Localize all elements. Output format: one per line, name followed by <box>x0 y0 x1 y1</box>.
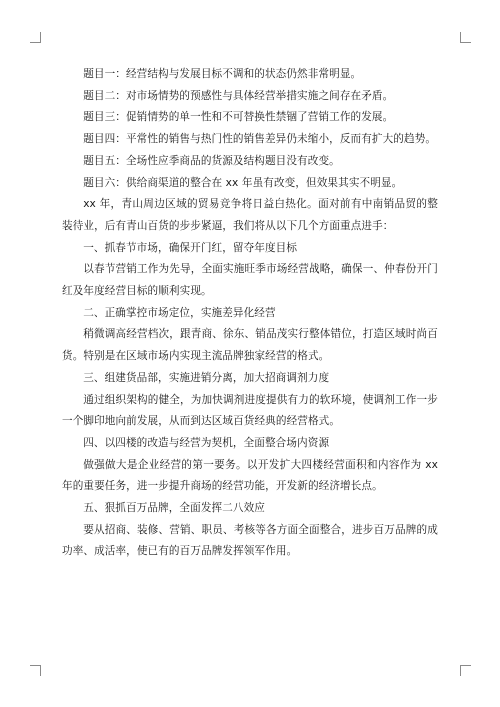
section-2-heading: 二、正确掌控市场定位，实施差异化经营 <box>83 306 276 319</box>
intro-paragraph: xx 年，青山周边区域的贸易竞争将日益白热化。面对前有中南销品贸的整装待业，后有青山百货的步步紧逼，我们将从以下几个方面重点进手： <box>62 198 438 232</box>
section-4-heading: 四、以四楼的改造与经营为契机，全面整合场内资源 <box>83 436 330 449</box>
issue-5: 题目五：全场性应季商品的货源及结构题目没有改变。 <box>83 154 340 167</box>
section-1-body: 以春节营销工作为先导，全面实施旺季市场经营战略，确保一、仲春份开门红及年度经营目标的顺利实现。 <box>62 263 438 298</box>
issue-1: 题目一：经营结构与发展目标不调和的状态仍然非常明显。 <box>83 68 362 80</box>
section-1-heading: 一、抓春节市场，确保开门红，留夺年度目标 <box>83 241 298 254</box>
section-5-heading: 五、狠抓百万品牌，全面发挥二八效应 <box>83 502 265 515</box>
section-4-body: 做强做大是企业经营的第一要务。以开发扩大四楼经营面积和内容作为 xx 年的重要任务，进一步提升商场的经营功能，开发新的经济增长点。 <box>62 458 438 493</box>
issue-4: 题目四：平常性的销售与热门性的销售差异仍未缩小，反而有扩大的趋势。 <box>83 133 437 146</box>
section-3-heading: 三、组建货品部，实施进销分离，加大招商调剂力度 <box>83 371 330 384</box>
issue-3: 题目三：促销情势的单一性和不可替换性禁锢了营销工作的发展。 <box>83 111 394 124</box>
crop-mark-top-right <box>460 32 471 43</box>
document-body <box>62 64 438 563</box>
crop-mark-bottom-left <box>30 665 41 676</box>
section-5-body: 要从招商、装修、营销、职员、考核等各方面全面整合，进步百万品牌的成功率、成活率，使已有的百万品牌发挥领军作用。 <box>62 523 438 558</box>
crop-mark-bottom-right <box>460 665 471 676</box>
issue-2: 题目二：对市场情势的预感性与具体经营举措实施之间存在矛盾。 <box>83 89 394 102</box>
crop-mark-top-left <box>30 32 41 43</box>
section-2-body: 稍微调高经营档次，跟青商、徐东、销品茂实行整体错位，打造区域时尚百货。特别是在区域市场内实现主流品牌独家经营的格式。 <box>62 328 438 363</box>
section-3-body: 通过组织架构的健全，为加快调剂进度提供有力的软环境，使调剂工作一步一个脚印地向前发展，从而到达区域百货经典的经营格式。 <box>62 393 438 428</box>
issue-6: 题目六：供给商渠道的整合在 xx 年虽有改变，但效果其实不明显。 <box>83 176 403 189</box>
